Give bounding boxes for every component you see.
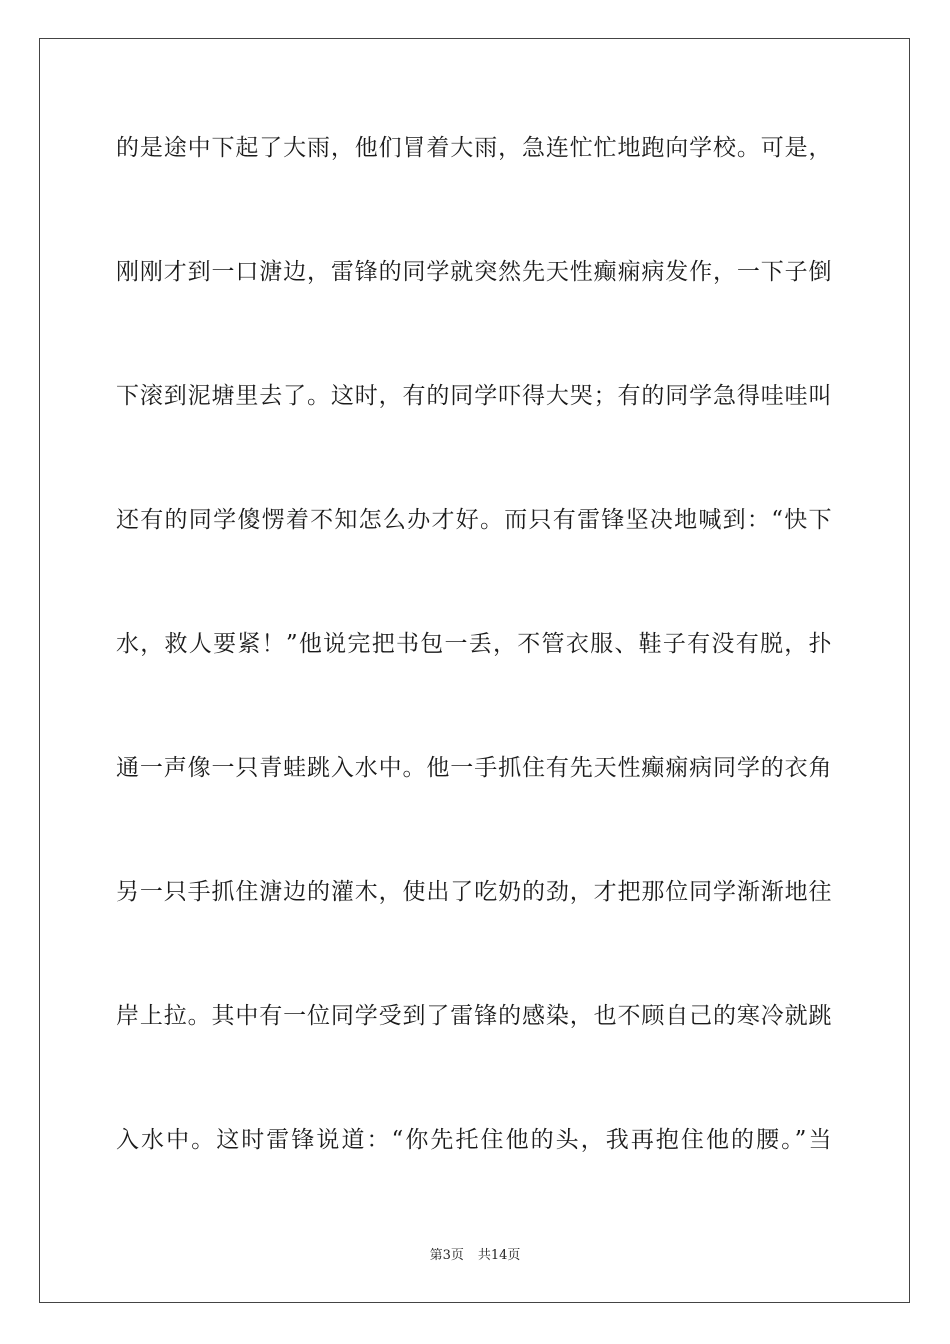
page-border bbox=[39, 38, 910, 1303]
body-text-line-7: 另一只手抓住溏边的灌木，使出了吃奶的劲，才把那位同学渐渐地往 bbox=[116, 879, 832, 905]
page-number-current: 第3页 bbox=[429, 1248, 464, 1263]
page-number-total: 共14页 bbox=[477, 1248, 521, 1263]
body-text-line-9: 入水中。这时雷锋说道：“你先托住他的头，我再抱住他的腰。”当 bbox=[116, 1127, 832, 1153]
body-text-line-6: 通一声像一只青蛙跳入水中。他一手抓住有先天性癫痫病同学的衣角 bbox=[116, 755, 832, 781]
body-text-line-8: 岸上拉。其中有一位同学受到了雷锋的感染，也不顾自己的寒冷就跳 bbox=[116, 1003, 832, 1029]
body-text-line-3: 下滚到泥塘里去了。这时，有的同学吓得大哭；有的同学急得哇哇叫 bbox=[116, 383, 832, 409]
body-text-line-5: 水，救人要紧！”他说完把书包一丢，不管衣服、鞋子有没有脱，扑 bbox=[116, 631, 832, 657]
body-text-line-2: 刚刚才到一口溏边，雷锋的同学就突然先天性癫痫病发作，一下子倒 bbox=[116, 259, 832, 285]
body-text-line-1: 的是途中下起了大雨，他们冒着大雨，急连忙忙地跑向学校。可是， bbox=[116, 135, 832, 161]
page-footer bbox=[0, 1247, 950, 1265]
body-text-line-4: 还有的同学傻愣着不知怎么办才好。而只有雷锋坚决地喊到：“快下 bbox=[116, 507, 832, 533]
